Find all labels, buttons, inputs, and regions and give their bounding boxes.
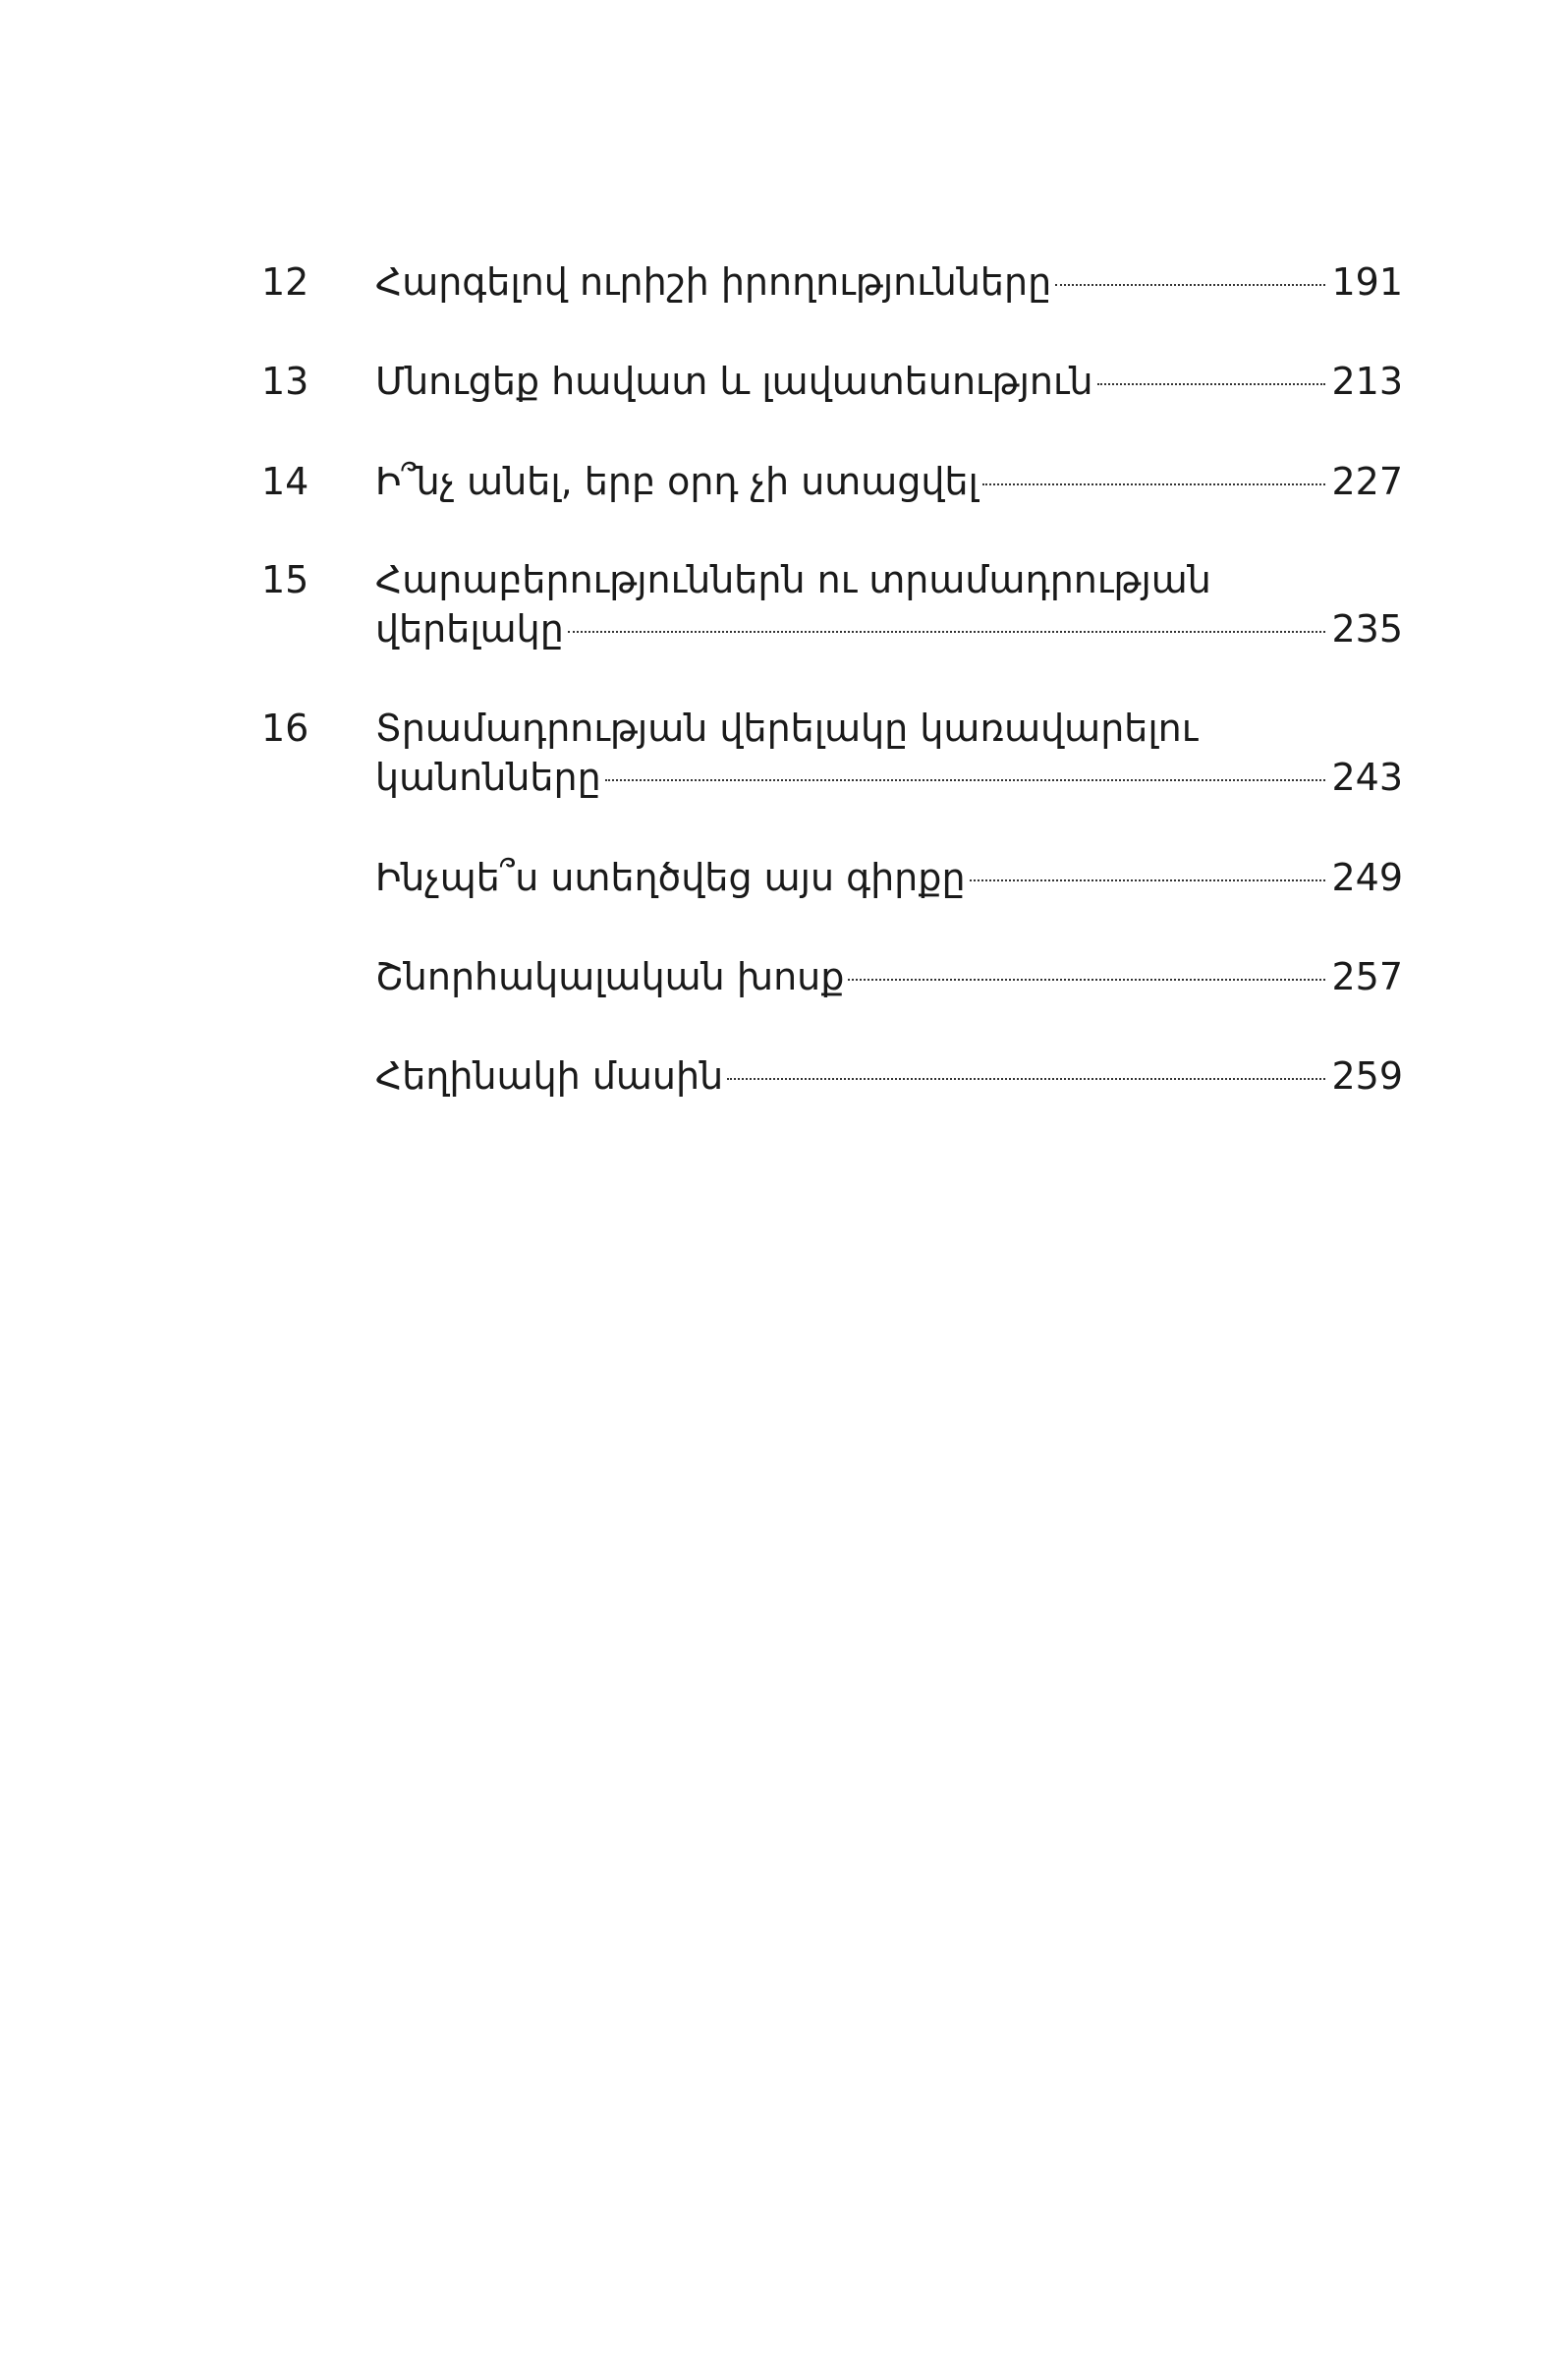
page-number: 243 bbox=[1331, 756, 1403, 799]
dot-leader bbox=[970, 879, 1326, 881]
section-title: Հեղինակի մասին bbox=[375, 1054, 724, 1098]
page-number: 191 bbox=[1331, 260, 1403, 304]
chapter-title-line-2: վերելակը bbox=[375, 607, 564, 651]
section-title: Ինչպե՞ս ստեղծվեց այս գիրքը bbox=[375, 856, 966, 899]
page-number: 249 bbox=[1331, 856, 1403, 899]
chapter-number: 14 bbox=[261, 460, 309, 503]
dot-leader bbox=[568, 631, 1326, 633]
chapter-number: 12 bbox=[261, 260, 309, 304]
chapter-title: Ի՞նչ անել, երբ օրդ չի ստացվել bbox=[375, 460, 979, 503]
dot-leader bbox=[605, 779, 1326, 781]
chapter-title-line-1: Հարաբերություններն ու տրամադրության bbox=[375, 558, 1211, 601]
page-number: 235 bbox=[1331, 607, 1403, 651]
chapter-number: 13 bbox=[261, 360, 309, 403]
chapter-title-line-1: Տրամադրության վերելակը կառավարելու bbox=[375, 707, 1199, 750]
chapter-title: Մնուցեք հավատ և լավատեսություն bbox=[375, 360, 1093, 403]
dot-leader bbox=[1055, 284, 1325, 286]
dot-leader bbox=[848, 979, 1325, 981]
page-number: 227 bbox=[1331, 460, 1403, 503]
chapter-title: Հարգելով ուրիշի իրողությունները bbox=[375, 260, 1052, 304]
chapter-number: 16 bbox=[261, 707, 309, 750]
chapter-title-line-2: կանոնները bbox=[375, 756, 601, 799]
section-title: Շնորհակալական խոսք bbox=[375, 955, 845, 998]
page-number: 259 bbox=[1331, 1054, 1403, 1098]
dot-leader bbox=[982, 483, 1326, 485]
page-number: 213 bbox=[1331, 360, 1403, 403]
page-number: 257 bbox=[1331, 955, 1403, 998]
dot-leader bbox=[1097, 383, 1326, 385]
chapter-number: 15 bbox=[261, 558, 309, 601]
dot-leader bbox=[727, 1078, 1325, 1080]
